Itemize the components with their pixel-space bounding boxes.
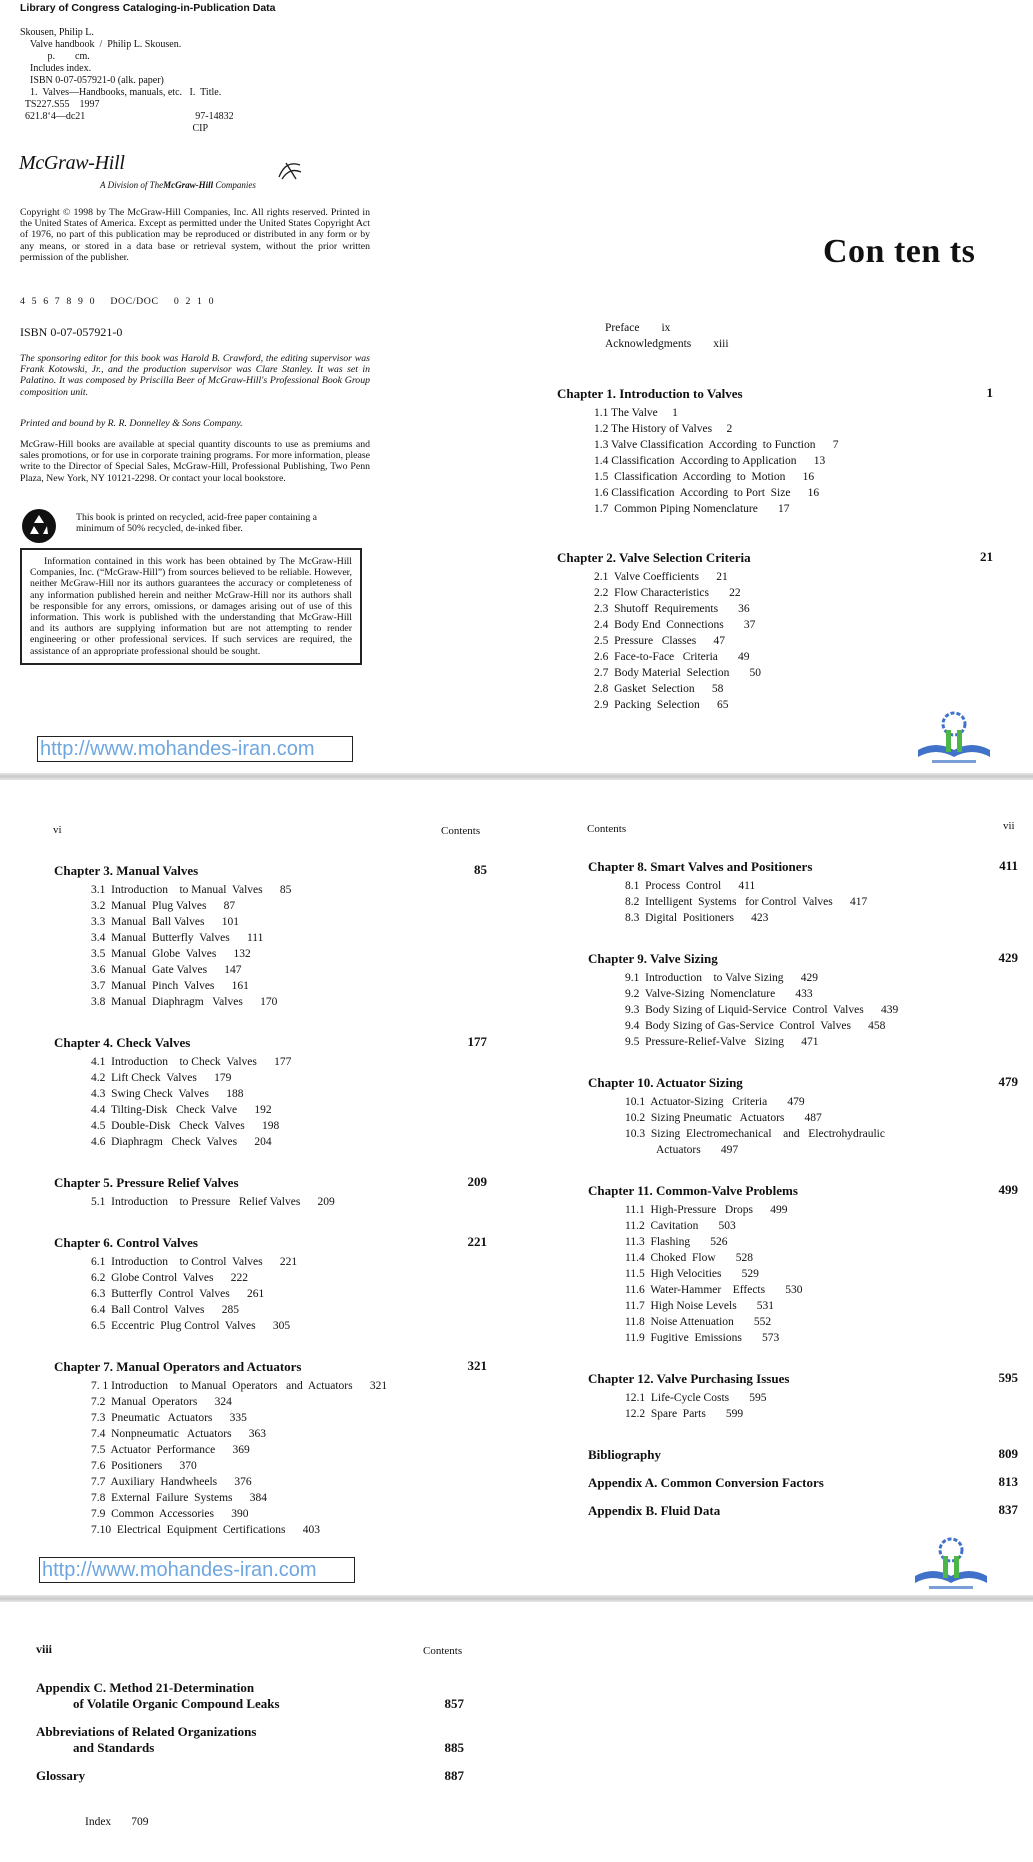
chapter-block [557,385,993,519]
toc-entry: 3.6 Manual Gate Valves 147 [91,964,242,976]
toc-entry: 1.7 Common Piping Nomenclature 17 [594,503,790,515]
toc-entry: 6.5 Eccentric Plug Control Valves 305 [91,1320,291,1332]
publisher-logo: McGraw-Hill [19,152,125,174]
toc-entry: 7.6 Positioners 370 [91,1460,197,1472]
toc-entry: 6.3 Butterfly Control Valves 261 [91,1288,265,1300]
front-matter-page: xiii [713,338,729,350]
toc-entry: 4.5 Double-Disk Check Valves 198 [91,1120,280,1132]
cip-line: TS227.S55 1997 [20,99,100,110]
front-matter-label: Preface [605,322,640,334]
toc-entry: 9.1 Introduction to Valve Sizing 429 [625,972,819,984]
publisher-emblem-icon [276,160,304,182]
chapter-entries [91,1380,487,1540]
chapter-title: Chapter 11. Common-Valve Problems [588,1183,798,1198]
chapter-page: 221 [467,1234,487,1249]
chapter-page: 411 [999,858,1018,873]
toc-entry: 3.5 Manual Globe Valves 132 [91,948,251,960]
chapter-block [54,862,487,1012]
toc-entry: 6.4 Ball Control Valves 285 [91,1304,240,1316]
toc-entry: 7.10 Electrical Equipment Certifications 403 [91,1524,320,1536]
chapter-page: 595 [998,1370,1018,1385]
toc-entry: 9.2 Valve-Sizing Nomenclature 433 [625,988,813,1000]
toc-page-vii [588,858,1018,1530]
chapter-heading [54,1358,487,1376]
toc-entry: 2.5 Pressure Classes 47 [594,635,725,647]
toc-entry: 7.3 Pneumatic Actuators 335 [91,1412,247,1424]
toc-entry: 7.5 Actuator Performance 369 [91,1444,250,1456]
chapter-page: 479 [998,1074,1018,1089]
chapter-page: 209 [467,1174,487,1189]
toc-entry: 1.3 Valve Classification According to Function 7 [594,439,839,451]
toc-entry: 3.4 Manual Butterfly Valves 111 [91,932,264,944]
chapter-block [588,950,1018,1052]
chapter-entries [594,571,993,715]
print-line: 4 5 6 7 8 9 0 DOC/DOC 0 2 1 0 [20,296,215,307]
toc-entry: 4.1 Introduction to Check Valves 177 [91,1056,292,1068]
toc-entry: 11.7 High Noise Levels 531 [625,1300,775,1312]
chapter-entries [625,972,1018,1052]
page-separator-2 [0,1595,1033,1602]
chapter-heading [557,549,993,567]
toc-entry: 11.4 Choked Flow 528 [625,1252,753,1264]
chapter-title: Chapter 7. Manual Operators and Actuators [54,1359,302,1374]
chapter-block [557,549,993,715]
chapter-block [54,1358,487,1540]
chapter-page: 499 [998,1182,1018,1197]
chapter-entries [594,407,993,519]
toc-entry: 4.4 Tilting-Disk Check Valve 192 [91,1104,272,1116]
toc-entry: 10.2 Sizing Pneumatic Actuators 487 [625,1112,822,1124]
appendix-page: 887 [444,1768,464,1783]
toc-entry: 1.1 The Valve 1 [594,407,678,419]
chapter-block [588,1182,1018,1348]
toc-entry: 4.3 Swing Check Valves 188 [91,1088,244,1100]
cip-line: 1. Valves—Handbooks, manuals, etc. I. Title. [20,87,222,98]
page-number-vii: vii [1003,820,1015,832]
cip-line: 621.8‘4—dc21 97-14832 [20,111,234,122]
chapter-heading [588,1370,1018,1388]
toc-entry: 4.2 Lift Check Valves 179 [91,1072,232,1084]
toc-entry: 6.2 Globe Control Valves 222 [91,1272,248,1284]
recycle-icon [21,508,57,544]
toc-entry: 7. 1 Introduction to Manual Operators and Actuators 321 [91,1380,388,1392]
front-matter-item [605,338,729,354]
isbn: ISBN 0-07-057921-0 [20,325,123,339]
toc-page-viii [36,1680,464,1796]
cip-heading: Library of Congress Cataloging-in-Publication Data [20,2,276,14]
site-logo-icon [914,710,994,766]
toc-entry: Actuators 497 [625,1144,739,1156]
toc-entry: 11.8 Noise Attenuation 552 [625,1316,772,1328]
index-entry: Index 709 [85,1816,149,1828]
cip-line: Includes index. [20,63,92,74]
toc-entry: 10.1 Actuator-Sizing Criteria 479 [625,1096,805,1108]
appendix-item [36,1680,464,1712]
chapter-heading [54,1234,487,1252]
toc-entry: 11.6 Water-Hammer Effects 530 [625,1284,803,1296]
chapter-heading [588,1074,1018,1092]
chapter-title: Chapter 10. Actuator Sizing [588,1075,743,1090]
contents-viii [0,1602,1033,1862]
chapter-entries [625,1392,1018,1424]
toc-entry: 11.5 High Velocities 529 [625,1268,759,1280]
chapter-entries [91,884,487,1012]
chapter-title: Chapter 1. Introduction to Valves [557,386,743,401]
toc-entry: 3.1 Introduction to Manual Valves 85 [91,884,292,896]
chapter-title: Chapter 8. Smart Valves and Positioners [588,859,813,874]
chapter-title: Chapter 2. Valve Selection Criteria [557,550,751,565]
chapter-entries [625,1204,1018,1348]
back-matter-title: Bibliography [588,1447,661,1462]
toc-entry: 8.3 Digital Positioners 423 [625,912,769,924]
chapter-page: 21 [980,549,993,564]
printer-credit: Printed and bound by R. R. Donnelley & Sons Company. [20,418,243,429]
back-matter-item [588,1474,1018,1502]
toc-entry: 3.3 Manual Ball Valves 101 [91,916,239,928]
running-head-vii: Contents [587,823,627,835]
chapter-page: 1 [986,385,993,400]
chapter-block [588,858,1018,928]
appendix-title-line1: Abbreviations of Related Organizations [36,1724,257,1739]
appendix-page: 885 [444,1740,464,1755]
chapter-title: Chapter 3. Manual Valves [54,863,199,878]
back-matter-item [588,1446,1018,1474]
toc-entry: 2.7 Body Material Selection 50 [594,667,762,679]
toc-entry: 2.2 Flow Characteristics 22 [594,587,741,599]
back-matter-title: Appendix B. Fluid Data [588,1503,721,1518]
chapter-title: Chapter 4. Check Valves [54,1035,191,1050]
chapter-title: Chapter 6. Control Valves [54,1235,198,1250]
toc-entry: 11.2 Cavitation 503 [625,1220,736,1232]
chapter-page: 85 [474,862,487,877]
publisher-subtitle: A Division of TheMcGraw-Hill Companies [100,180,256,190]
toc-entry: 1.4 Classification According to Application 13 [594,455,826,467]
toc-entry: 9.5 Pressure-Relief-Valve Sizing 471 [625,1036,819,1048]
chapter-block [54,1174,487,1212]
chapter-heading [588,858,1018,876]
chapter-entries [91,1056,487,1152]
toc-entry: 2.9 Packing Selection 65 [594,699,729,711]
toc-entry: 12.2 Spare Parts 599 [625,1408,744,1420]
chapter-entries [91,1256,487,1336]
toc-entry: 11.3 Flashing 526 [625,1236,728,1248]
toc-entry: 3.8 Manual Diaphragm Valves 170 [91,996,278,1008]
toc-entry: 7.2 Manual Operators 324 [91,1396,232,1408]
disclaimer-text: Information contained in this work has been obtained by The McGraw-Hill Companies, Inc. (“McGraw-Hill”) from sources believed to be reliable. However, neither McGraw-Hill nor its authors guarantees the accuracy or completeness of any information published herein and neither McGraw-Hill nor its authors shall be responsible for any errors, omissions, or damages arising out of use of this information. This work is published with the understanding that McGraw-Hill and its authors are supplying information but are not attempting to render engineering or other professional services. If such services are required, the assistance of an appropriate professional should be sought. [30,556,352,657]
appendix-item [36,1724,464,1756]
toc-entry: 10.3 Sizing Electromechanical and Electrohydraulic [625,1128,885,1140]
front-matter-label: Acknowledgments [605,338,692,350]
page-separator [0,773,1033,780]
chapter-entries [625,880,1018,928]
website-link-2[interactable]: http://www.mohandes-iran.com [39,1557,355,1583]
special-sales-note: McGraw-Hill books are available at special quantity discounts to use as premiums and sales promotions, or for use in corporate training programs. For more information, please write to the Director of Special Sales, McGraw-Hill, Professional Publishing, Two Penn Plaza, New York, NY 10121-2298. Or contact your local bookstore. [20,439,370,484]
chapter-block [54,1234,487,1336]
cip-line: p. cm. [20,51,90,62]
appendix-title-line2: and Standards [73,1740,155,1755]
page-number-vi: vi [53,824,62,836]
toc-entry: 5.1 Introduction to Pressure Relief Valves 209 [91,1196,335,1208]
spread-copyright-contents [0,0,1033,773]
chapter-heading [557,385,993,403]
toc-entry: 2.8 Gasket Selection 58 [594,683,724,695]
back-matter-title: Appendix A. Common Conversion Factors [588,1475,824,1490]
chapter-block [588,1074,1018,1160]
front-matter-page: ix [661,322,671,334]
front-matter-item [605,322,729,338]
copyright-notice: Copyright © 1998 by The McGraw-Hill Companies, Inc. All rights reserved. Printed in the United States of America. Except as permitted under the United States Copyright Act of 1976, no part of this publication may be reproduced or distributed in any form or by any means, or stored in a data base or retrieval system, without the prior written permission of the publisher. [20,207,370,263]
toc-entry: 2.6 Face-to-Face Criteria 49 [594,651,750,663]
toc-entry: 7.4 Nonpneumatic Actuators 363 [91,1428,267,1440]
running-head-viii: Contents [423,1645,463,1657]
back-matter-page: 837 [998,1502,1018,1517]
cip-line: Skousen, Philip L. [20,27,94,38]
front-matter-list [605,322,729,354]
back-matter-page: 813 [998,1474,1018,1489]
toc-entry: 8.1 Process Control 411 [625,880,756,892]
chapter-heading [588,1182,1018,1200]
toc-entry: 1.2 The History of Valves 2 [594,423,733,435]
chapter-heading [54,862,487,880]
appendix-title-line1: Glossary [36,1768,86,1783]
back-matter-page: 809 [998,1446,1018,1461]
toc-entry: 2.3 Shutoff Requirements 36 [594,603,750,615]
back-matter-item [588,1502,1018,1530]
cip-line: Valve handbook / Philip L. Skousen. [20,39,182,50]
toc-entry: 1.5 Classification According to Motion 16 [594,471,815,483]
toc-entry: 9.3 Body Sizing of Liquid-Service Control Valves 439 [625,1004,899,1016]
toc-entry: 2.1 Valve Coefficients 21 [594,571,728,583]
appendix-item [36,1768,464,1784]
cip-line: ISBN 0-07-057921-0 (alk. paper) [20,75,164,86]
appendix-title-line2: of Volatile Organic Compound Leaks [73,1696,280,1711]
running-head-vi: Contents [441,825,481,837]
chapter-title: Chapter 9. Valve Sizing [588,951,718,966]
site-logo-icon-2 [911,1536,991,1592]
chapter-heading [54,1034,487,1052]
toc-entry: 3.7 Manual Pinch Valves 161 [91,980,249,992]
toc-entry: 1.6 Classification According to Port Size 16 [594,487,820,499]
toc-page-vi [54,862,487,1562]
toc-entry: 7.8 External Failure Systems 384 [91,1492,267,1504]
toc-page-v [557,385,993,745]
toc-entry: 12.1 Life-Cycle Costs 595 [625,1392,767,1404]
toc-entry: 6.1 Introduction to Control Valves 221 [91,1256,298,1268]
appendix-title-line1: Appendix C. Method 21-Determination [36,1680,255,1695]
toc-entry: 4.6 Diaphragm Check Valves 204 [91,1136,272,1148]
cip-line: CIP [20,123,209,134]
page-number-viii: viii [36,1642,53,1656]
chapter-heading [588,950,1018,968]
sponsor-credits: The sponsoring editor for this book was Harold B. Crawford, the editing supervisor was Frank Kotowski, Jr., and the production supervisor was Clare Stanley. It was set in Palatino. It was composed by Priscilla Beer of McGraw-Hill's Professional Book Group composition unit. [20,353,370,398]
disclaimer-box [20,548,362,665]
toc-entry: 3.2 Manual Plug Valves 87 [91,900,236,912]
toc-entry: 11.9 Fugitive Emissions 573 [625,1332,780,1344]
toc-entry: 7.7 Auxiliary Handwheels 376 [91,1476,252,1488]
chapter-block [54,1034,487,1152]
recycled-paper-note: This book is printed on recycled, acid-free paper containing a minimum of 50% recycled, de-inked fiber. [76,512,318,535]
toc-entry: 7.9 Common Accessories 390 [91,1508,249,1520]
chapter-block [588,1370,1018,1424]
chapter-entries [625,1096,1018,1160]
cip-block [20,27,234,135]
spread-contents-vi-vii [0,780,1033,1595]
website-link[interactable]: http://www.mohandes-iran.com [37,736,353,762]
chapter-title: Chapter 5. Pressure Relief Valves [54,1175,239,1190]
chapter-entries [91,1196,487,1212]
contents-title: Con ten ts [823,233,976,270]
chapter-page: 321 [467,1358,487,1373]
chapter-heading [54,1174,487,1192]
toc-entry: 11.1 High-Pressure Drops 499 [625,1204,788,1216]
chapter-title: Chapter 12. Valve Purchasing Issues [588,1371,790,1386]
toc-entry: 8.2 Intelligent Systems for Control Valves 417 [625,896,868,908]
toc-entry: 9.4 Body Sizing of Gas-Service Control Valves 458 [625,1020,886,1032]
chapter-page: 177 [467,1034,487,1049]
toc-entry: 2.4 Body End Connections 37 [594,619,756,631]
appendix-page: 857 [444,1696,464,1711]
chapter-page: 429 [998,950,1018,965]
